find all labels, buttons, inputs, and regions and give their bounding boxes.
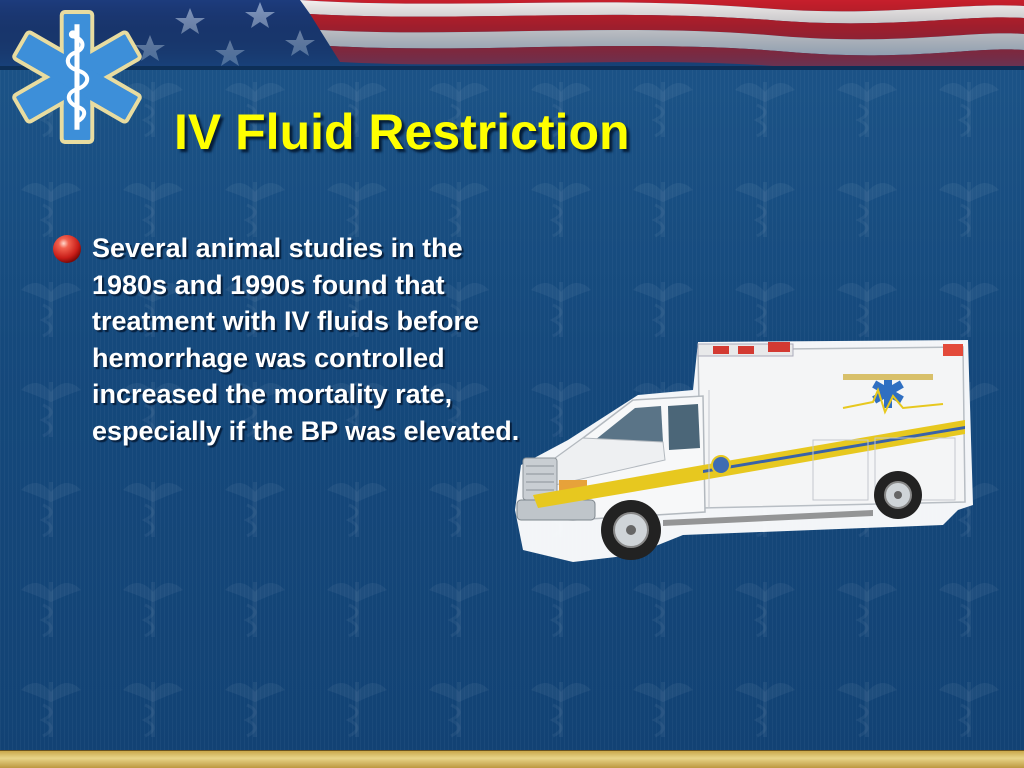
bullet-text: Several animal studies in the 1980s and 1990s found that treatment with IV fluids before hemorrhage was controlled increased the mortality rate, especially if the BP was elevated.	[92, 233, 520, 446]
star-of-life-icon	[6, 6, 148, 148]
ambulance-icon	[513, 330, 978, 570]
red-sphere-bullet-icon	[52, 234, 82, 264]
bullet-list	[52, 230, 522, 449]
bottom-gold-bar	[0, 750, 1024, 768]
american-flag-banner	[0, 0, 1024, 70]
slide-title: IV Fluid Restriction	[174, 104, 630, 160]
